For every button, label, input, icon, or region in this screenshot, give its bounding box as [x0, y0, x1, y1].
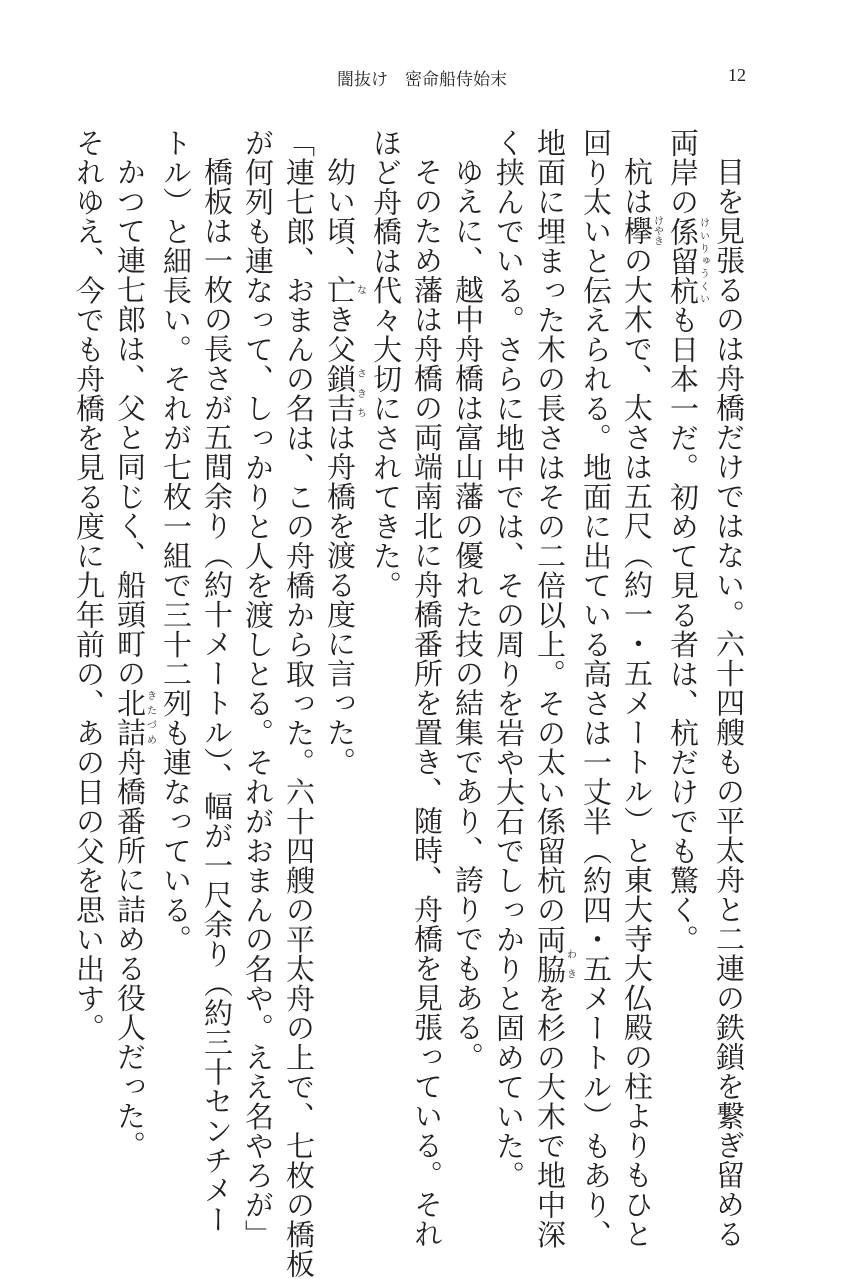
text-segment: が何列も連なって、しっかりと人を渡しとる。それがおまんの名や。ええ名やろが」	[241, 128, 275, 1249]
page-header	[0, 60, 841, 90]
ruby-annotated-word	[666, 216, 709, 306]
ruby-base: 鎖吉	[323, 363, 357, 423]
text-segment: を杉の大木で地中深	[533, 983, 567, 1249]
text-segment: そのため藩は舟橋の両端南北に舟橋番所を置き、随時、舟橋を見張っている。それ	[410, 157, 444, 1249]
ruby-base: 北詰	[113, 688, 147, 747]
text-line	[68, 128, 109, 1128]
text-segment: トル）と細長い。それが七枚一組で三十二列も連なっている。	[159, 128, 193, 954]
ruby-annotated-word	[323, 275, 366, 305]
ruby-base: 両脇	[533, 924, 567, 984]
text-segment: も日本一だ。初めて見る者は、杭だけでも驚く。	[666, 305, 700, 954]
ruby-annotated-word	[113, 688, 156, 747]
text-segment: く挟んでいる。さらに地中では、その周りを岩や大石でしっかりと固めていた。	[492, 128, 526, 1190]
text-segment: 杭は	[620, 157, 654, 216]
text-segment: 目を見張るのは舟橋だけではない。六十四艘もの平太舟と二連の鉄鎖を繋ぎ留める	[712, 157, 746, 1249]
text-segment: は舟橋を渡る度に言った。	[323, 422, 357, 777]
ruby-base: 亡	[323, 275, 357, 305]
ruby-reading: きたづめ	[144, 688, 156, 747]
ruby-annotated-word	[533, 924, 576, 984]
text-line	[278, 128, 319, 1279]
ruby-base: 係留杭	[666, 216, 700, 305]
vertical-text-body	[68, 128, 749, 1279]
ruby-reading: わき	[564, 924, 576, 984]
text-line	[708, 128, 749, 1249]
text-segment: ゆえに、越中舟橋は富山藩の優れた技の結集であり、誇りでもある。	[451, 157, 485, 1072]
text-line	[662, 128, 708, 1128]
text-line	[616, 128, 663, 1249]
text-segment: 橋板は一枚の長さが五間余り（約十メートル）、幅が一尺余り（約三十センチメー	[200, 157, 234, 1234]
text-segment: それゆえ、今でも舟橋を見る度に九年前の、あの日の父を思い出す。	[72, 128, 106, 1043]
text-segment: 回り太いと伝えられる。地面に出ている高さは一丈半（約四・五メートル）もあり、	[579, 128, 613, 1249]
page-number: 12	[728, 65, 746, 85]
text-segment: かつて連七郎は、父と同じく、船頭町の	[113, 157, 147, 688]
text-line	[109, 128, 156, 1160]
text-line	[529, 128, 576, 1249]
ruby-annotated-word	[323, 363, 366, 423]
text-segment: 舟橋番所に詰める役人だった。	[113, 747, 147, 1160]
text-segment: 地面に埋まった木の長さはその二倍以上。その太い係留杭の	[533, 128, 567, 925]
text-line	[488, 128, 529, 1190]
ruby-base: 欅	[620, 215, 654, 246]
text-line	[237, 128, 278, 1249]
ruby-annotated-word	[620, 215, 663, 246]
text-line	[319, 128, 365, 1128]
text-segment: ほど舟橋は代々大切にされてきた。	[369, 128, 403, 600]
ruby-reading: けいりゅうくい	[697, 216, 709, 305]
text-line	[196, 128, 237, 1234]
running-title: 闇抜け 密命船侍始末	[337, 70, 507, 90]
text-segment: 両岸の	[666, 128, 700, 217]
text-line	[365, 128, 406, 1128]
text-segment: の大木で、太さは五尺（約一・五メートル）と東大寺大仏殿の柱よりもひと	[620, 245, 654, 1249]
text-line	[447, 128, 488, 1128]
ruby-reading: さきち	[354, 363, 366, 423]
text-line	[406, 128, 447, 1249]
text-segment: 幼い頃、	[323, 157, 357, 275]
ruby-reading: な	[354, 275, 366, 305]
text-line	[575, 128, 616, 1249]
text-segment: 「連七郎、おまんの名は、この舟橋から取った。六十四艘の平太舟の上で、七枚の橋板	[282, 128, 316, 1279]
ruby-reading: けやき	[651, 215, 663, 246]
text-segment: き父	[323, 304, 357, 364]
text-line	[155, 128, 196, 1128]
